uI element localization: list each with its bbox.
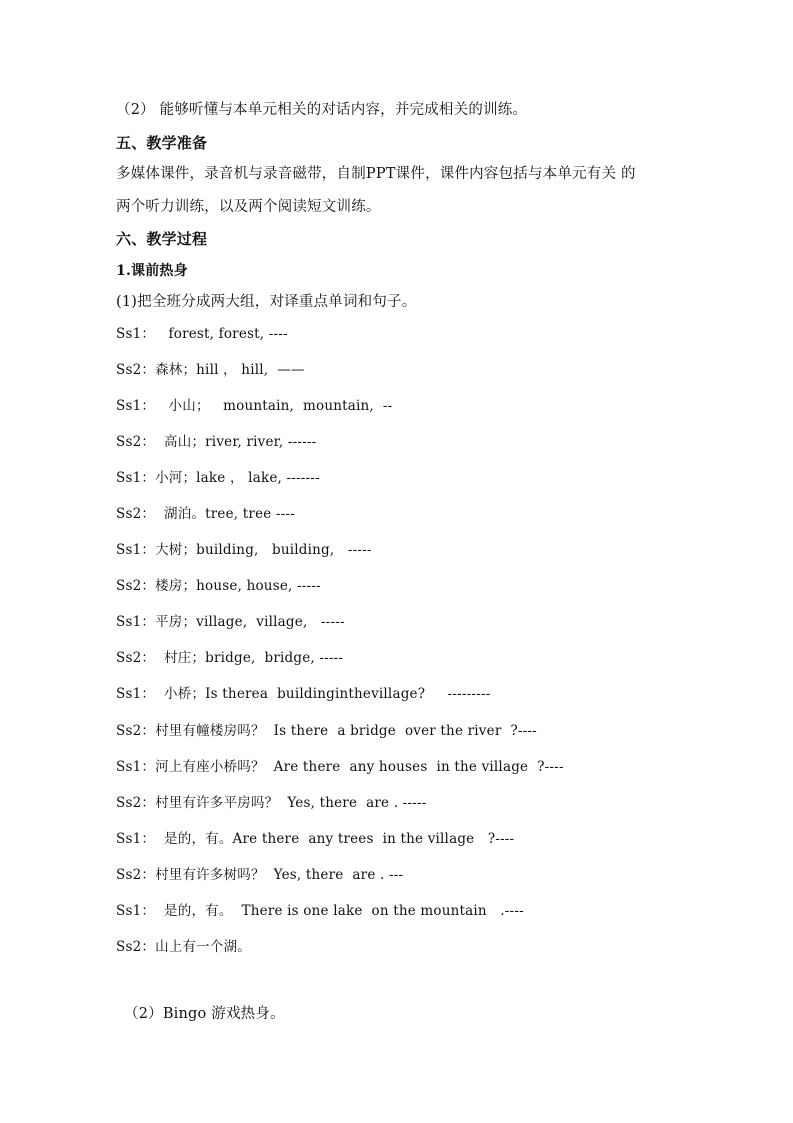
dialogue-line: Ss1：小河；lake ， lake, ------- [116, 470, 320, 486]
dialogue-line: Ss1： 是的，有。Are there any trees in the village ?---- [116, 831, 515, 847]
dialogue-line: Ss2： 村庄；bridge, bridge, ----- [116, 650, 344, 666]
bingo-warmup: （2）Bingo 游戏热身。 [124, 1006, 285, 1022]
dialogue-line: Ss2：村里有许多平房吗？ Yes, there are . ----- [116, 795, 427, 811]
dialogue-line: Ss1： 小桥；Is therea buildinginthevillage? --------- [116, 686, 491, 702]
subheading-warmup: 1.课前热身 [116, 263, 188, 279]
section-heading-process: 六、教学过程 [116, 230, 208, 248]
dialogue-line: Ss2： 湖泊。tree, tree ---- [116, 506, 295, 522]
dialogue-line: Ss2：山上有一个湖。 [116, 939, 251, 955]
dialogue-line: Ss2：村里有许多树吗？ Yes, there are . --- [116, 867, 404, 883]
dialogue-line: Ss1：河上有座小桥吗？ Are there any houses in the village ?---- [116, 759, 564, 775]
dialogue-line: Ss2：楼房；house, house, ----- [116, 578, 321, 594]
dialogue-line: Ss2：村里有幢楼房吗？ Is there a bridge over the river ?---- [116, 723, 537, 739]
preparation-text-line-2: 两个听力训练，以及两个阅读短文训练。 [116, 199, 381, 215]
dialogue-line: Ss2：森林；hill ， hill, —— [116, 362, 305, 378]
section-heading-preparation: 五、教学准备 [116, 134, 208, 152]
dialogue-line: Ss1： forest, forest, ---- [116, 326, 288, 342]
dialogue-line: Ss1：平房；village, village, ----- [116, 614, 345, 630]
warmup-instruction: (1)把全班分成两大组，对译重点单词和句子。 [116, 294, 417, 310]
dialogue-line: Ss1：大树；building, building, ----- [116, 542, 372, 558]
preparation-text-line-1: 多媒体课件，录音机与录音磁带，自制PPT课件，课件内容包括与本单元有关 的 [116, 166, 636, 182]
objective-2: （2） 能够听懂与本单元相关的对话内容，并完成相关的训练。 [116, 102, 528, 118]
dialogue-line: Ss2： 高山；river, river, ------ [116, 434, 317, 450]
dialogue-line: Ss1： 小山； mountain, mountain, -- [116, 398, 393, 414]
dialogue-line: Ss1： 是的，有。 There is one lake on the mountain .---- [116, 903, 524, 919]
